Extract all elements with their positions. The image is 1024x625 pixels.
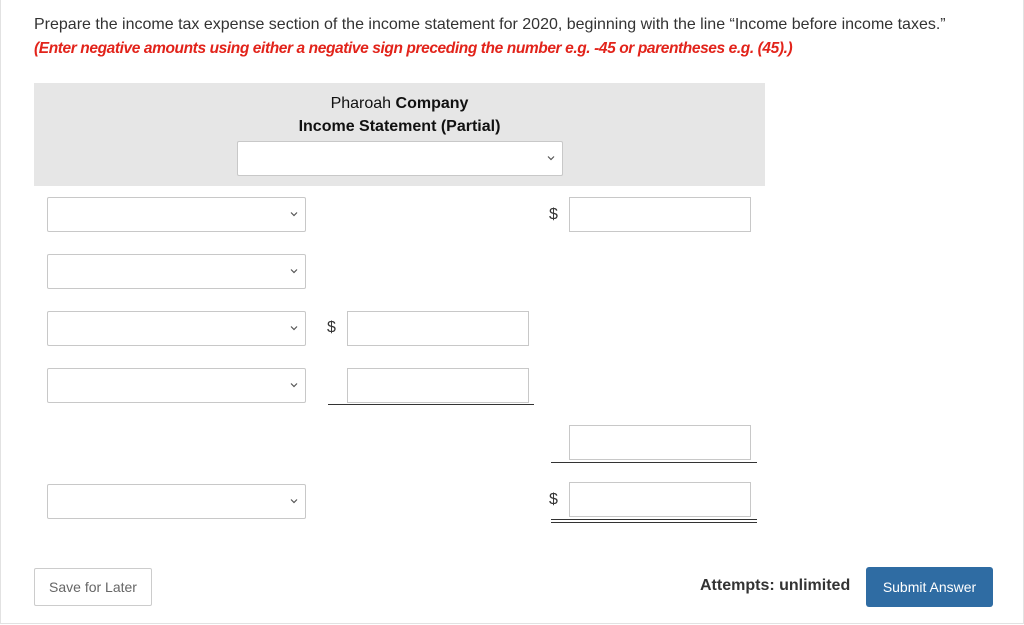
question-prompt: Prepare the income tax expense section of the income statement for 2020, beginning with the line “Income before income taxes.” [34,16,946,33]
chevron-down-icon [289,266,299,276]
submit-answer-button[interactable]: Submit Answer [866,567,993,607]
row-3-amount-input[interactable] [347,311,529,346]
statement-title: Income Statement (Partial) [298,118,501,135]
save-for-later-button[interactable]: Save for Later [34,568,152,606]
question-instruction: (Enter negative amounts using either a negative sign preceding the number e.g. -45 or parentheses e.g. (45).) [34,40,793,57]
double-underline-bottom [551,522,757,523]
row-1-dollar-sign: $ [549,206,558,223]
row-1-account-select[interactable] [47,197,306,232]
row-6-account-select[interactable] [47,484,306,519]
double-underline-top [551,519,757,520]
row-3-dollar-sign: $ [327,319,336,336]
row-2-account-select[interactable] [47,254,306,289]
company-name-suffix: Company [395,95,469,112]
company-name-prefix: Pharoah [330,95,392,112]
chevron-down-icon [289,323,299,333]
chevron-down-icon [546,153,556,163]
row-1-amount-input[interactable] [569,197,751,232]
row-4-amount-input[interactable] [347,368,529,403]
row-6-dollar-sign: $ [549,491,558,508]
row-4-account-select[interactable] [47,368,306,403]
chevron-down-icon [289,209,299,219]
row-5-total-input[interactable] [569,425,751,460]
chevron-down-icon [289,496,299,506]
chevron-down-icon [289,380,299,390]
period-select[interactable] [237,141,563,176]
row-3-account-select[interactable] [47,311,306,346]
subtotal-underline [328,404,534,405]
row-6-amount-input[interactable] [569,482,751,517]
attempts-label: Attempts: unlimited [700,577,851,594]
company-name [34,94,765,114]
total-underline [551,462,757,463]
